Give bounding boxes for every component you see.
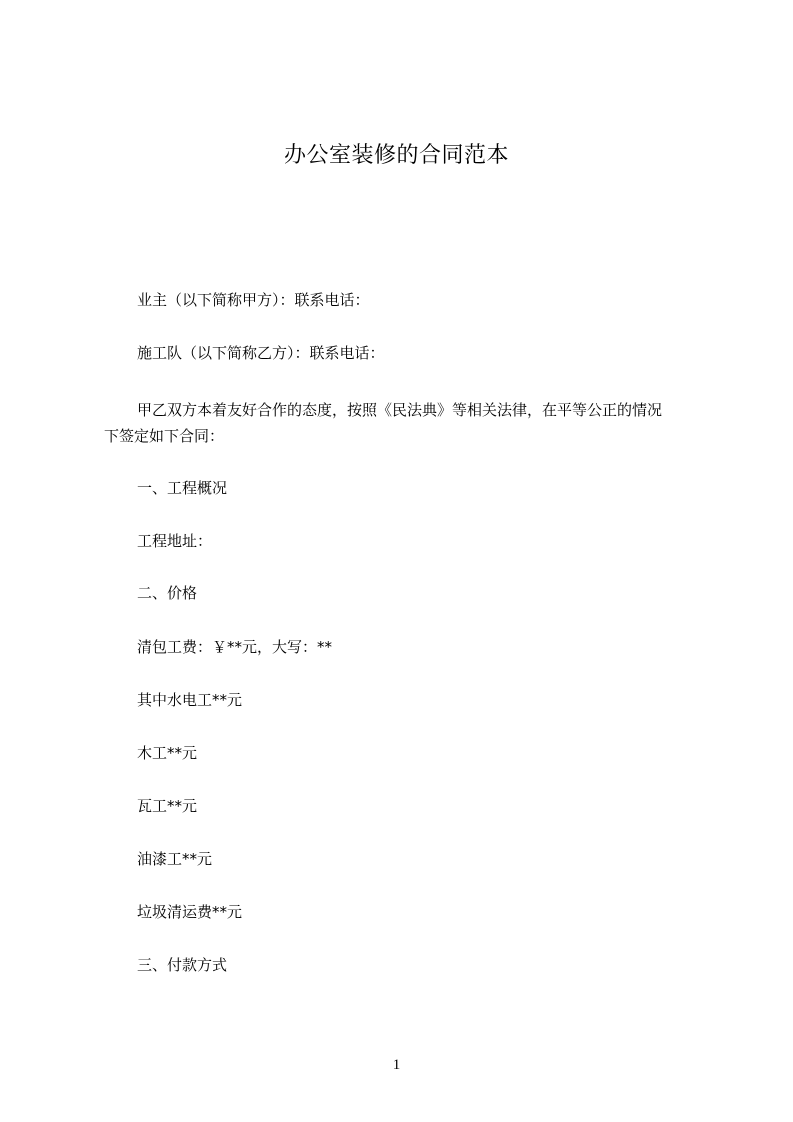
owner-line: 业主（以下简称甲方）：联系电话： <box>137 291 370 309</box>
intro-line-2: 下签定如下合同： <box>104 427 225 445</box>
contractor-line: 施工队（以下简称乙方）：联系电话： <box>137 344 385 362</box>
intro-paragraph <box>104 397 704 449</box>
tiler-fee-line: 瓦工**元 <box>137 797 198 815</box>
document-title: 办公室装修的合同范本 <box>283 143 509 168</box>
section-3-heading: 三、付款方式 <box>137 956 228 974</box>
electrician-fee-line: 其中水电工**元 <box>137 691 243 709</box>
page-number: 1 <box>392 1057 401 1073</box>
carpenter-fee-line: 木工**元 <box>137 744 198 762</box>
painter-fee-line: 油漆工**元 <box>137 850 213 868</box>
waste-fee-line: 垃圾清运费**元 <box>137 903 243 921</box>
project-address-line: 工程地址： <box>137 532 213 550</box>
intro-line-1: 甲乙双方本着友好合作的态度，按照《民法典》等相关法律，在平等公正的情况 <box>137 401 663 419</box>
section-1-heading: 一、工程概况 <box>137 479 228 497</box>
section-2-heading: 二、价格 <box>137 584 198 602</box>
total-fee-line: 清包工费：￥**元，大写：** <box>137 638 333 656</box>
